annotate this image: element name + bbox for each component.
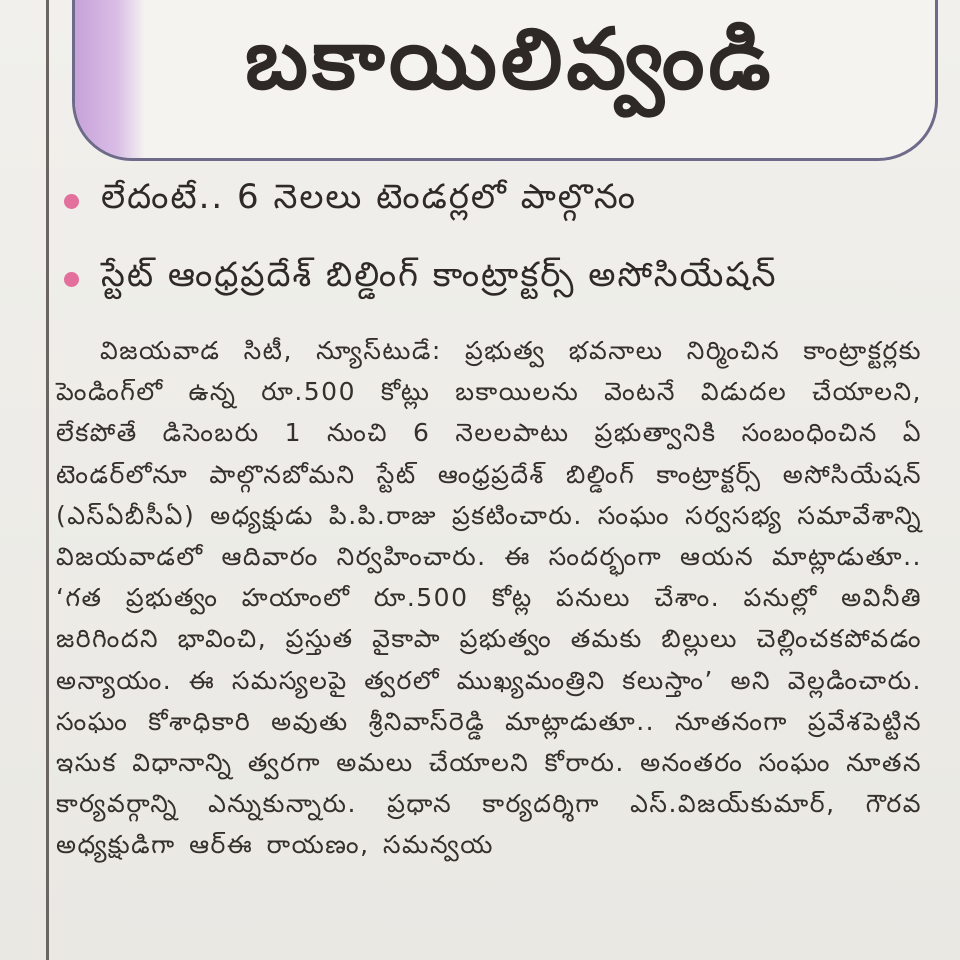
headline-title: బకాయిలివ్వండి: [245, 10, 775, 108]
subhead-1: [64, 174, 944, 228]
article-body: విజయవాడ సిటీ, న్యూస్‌టుడే: ప్రభుత్వ భవనాలు నిర్మించిన కాంట్రాక్టర్లకు పెండింగ్‌లో ఉన్న రూ.500 కోట్లు బకాయిలను వెంటనే విడుదల చేయాలని, లేకపోతే డిసెంబరు 1 నుంచి 6 నెలలపాటు ప్రభుత్వానికి సంబంధించిన ఏ టెండర్‌లోనూ పాల్గొనబోమని స్టేట్ ఆంధ్రప్రదేశ్ బిల్డింగ్ కాంట్రాక్టర్స్ అసోసియేషన్ (ఎస్‌ఏబీసీఏ) అధ్యక్షుడు పి.పి.రాజు ప్రకటించారు. సంఘం సర్వసభ్య సమావేశాన్ని విజయవాడలో ఆదివారం నిర్వహించారు. ఈ సందర్భంగా ఆయన మాట్లాడుతూ.. ‘గత ప్రభుత్వం హయాంలో రూ.500 కోట్ల పనులు చేశాం. పనుల్లో అవినీతి జరిగిందని భావించి, ప్రస్తుత వైకాపా ప్రభుత్వం తమకు బిల్లులు చెల్లించకపోవడం అన్యాయం. ఈ సమస్యలపై త్వరలో ముఖ్యమంత్రిని కలుస్తాం’ అని వెల్లడించారు. సంఘం కోశాధికారి అవుతు శ్రీనివాస్‌రెడ్డి మాట్లాడుతూ.. నూతనంగా ప్రవేశపెట్టిన ఇసుక విధానాన్ని త్వరగా అమలు చేయాలని కోరారు. అనంతరం సంఘం నూతన కార్యవర్గాన్ని ఎన్నుకున్నారు. ప్రధాన కార్యదర్శిగా ఎస్.విజయ్‌కుమార్, గౌరవ అధ్యక్షుడిగా ఆర్‌ఈ రాయణం, సమన్వయ: [56, 336, 922, 860]
subhead-text: స్టేట్ ఆంధ్రప్రదేశ్ బిల్డింగ్ కాంట్రాక్టర్స్ అసోసియేషన్: [101, 255, 778, 295]
subhead-2: [64, 252, 944, 306]
headline-accent: [75, 0, 145, 158]
bullet-icon: [64, 194, 79, 209]
headline-box: [72, 0, 938, 161]
bullet-icon: [64, 272, 79, 287]
column-rule: [46, 0, 49, 960]
subhead-text: లేదంటే.. 6 నెలలు టెండర్లలో పాల్గొనం: [101, 177, 638, 217]
